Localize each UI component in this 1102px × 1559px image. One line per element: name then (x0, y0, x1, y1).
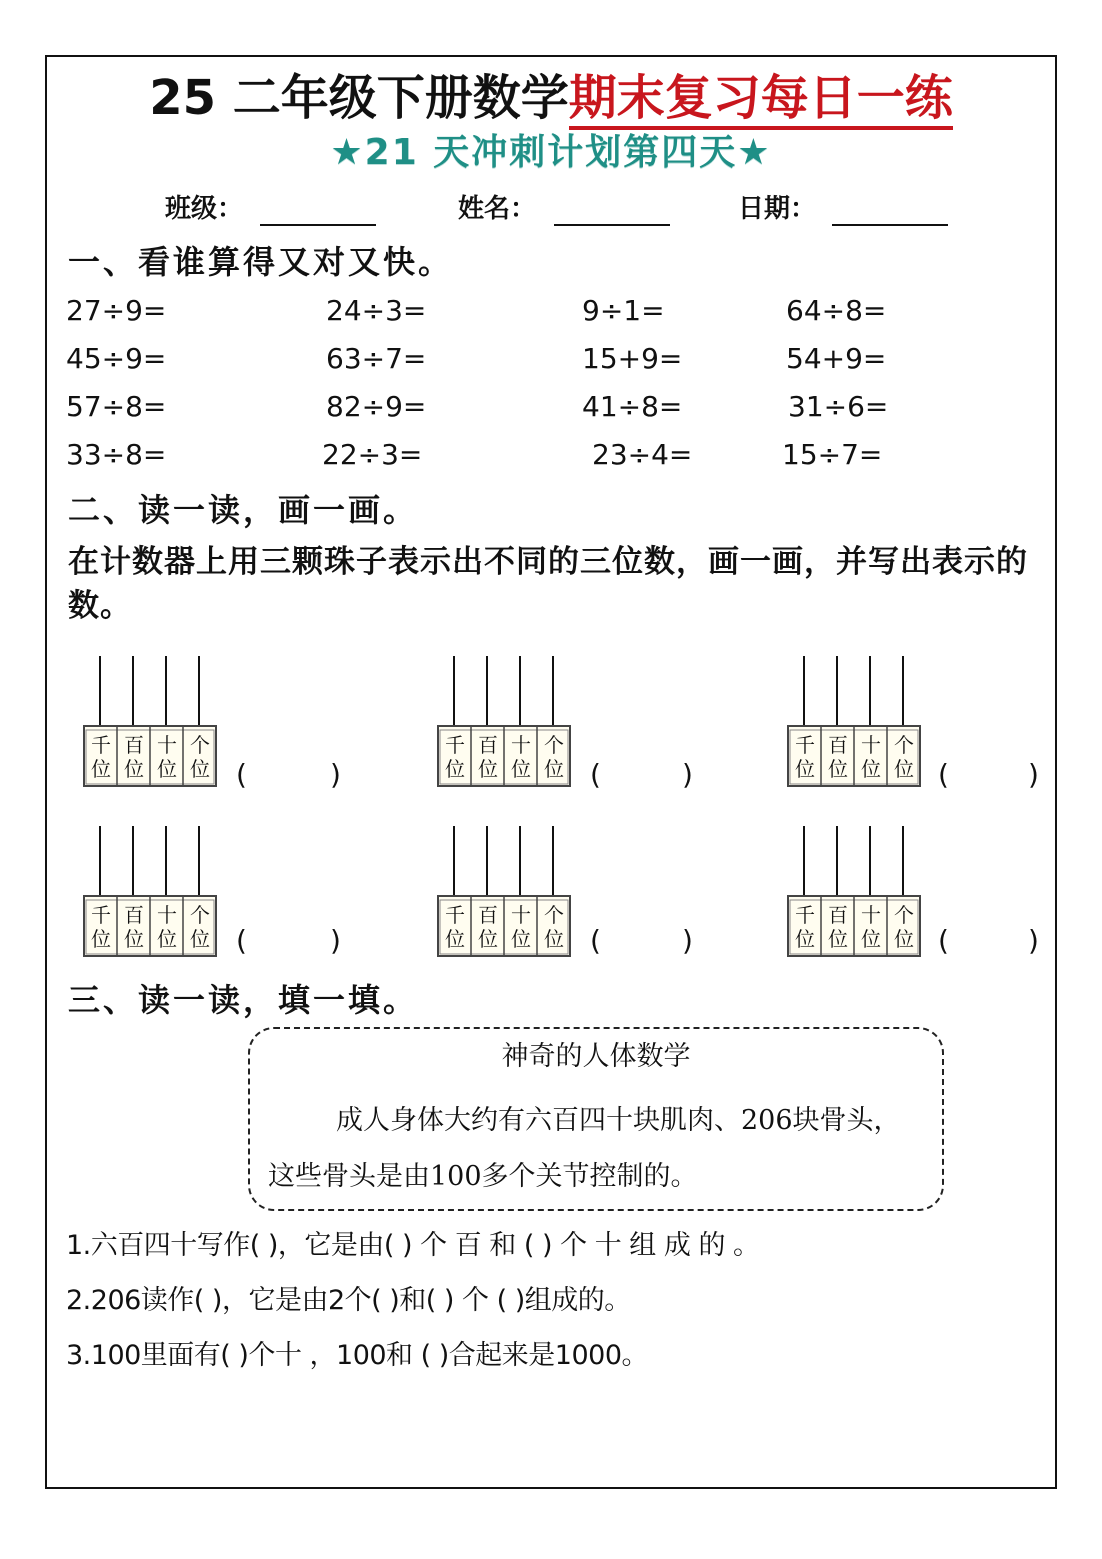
place-label: 位 (124, 927, 144, 951)
paren-close: ) (682, 758, 693, 791)
abacus[interactable] (786, 822, 996, 962)
calc-item: 15+9= (582, 342, 683, 375)
name-blank[interactable] (554, 224, 670, 226)
paren-close: ) (682, 924, 693, 957)
class-blank[interactable] (260, 224, 376, 226)
story-text: 成人身体大约有六百四十块肌肉、206块骨头，这些骨头是由100多个关节控制的。 (268, 1105, 901, 1192)
calc-item: 54+9= (786, 342, 887, 375)
section2-instruction: 在计数器上用三颗珠子表示出不同的三位数，画一画，并写出表示的数。 (68, 544, 1028, 624)
place-label: 千 (795, 733, 815, 757)
abacus[interactable] (436, 822, 646, 962)
calc-item: 63÷7= (326, 342, 427, 375)
place-label: 位 (795, 927, 815, 951)
paren-open: ( (590, 924, 601, 957)
question-3: 3.100里面有( )个十 ，100和 ( )合起来是1000。 (66, 1340, 649, 1371)
place-label: 位 (478, 757, 498, 781)
abacus[interactable] (82, 652, 292, 792)
place-label: 位 (861, 757, 881, 781)
paren-close: ) (1028, 758, 1039, 791)
paren-close: ) (330, 924, 341, 957)
story-title: 神奇的人体数学 (501, 1041, 691, 1072)
place-label: 千 (91, 903, 111, 927)
paren-open: ( (590, 758, 601, 791)
place-label: 十 (157, 903, 177, 927)
paren-close: ) (330, 758, 341, 791)
page-subtitle: ★21 天冲刺计划第四天★ (330, 132, 772, 173)
place-label: 位 (445, 757, 465, 781)
place-label: 位 (861, 927, 881, 951)
abacus[interactable] (786, 652, 996, 792)
place-label: 位 (124, 757, 144, 781)
place-label: 千 (445, 903, 465, 927)
class-label: 班级： (165, 194, 244, 224)
calc-item: 15÷7= (782, 438, 883, 471)
place-label: 位 (157, 927, 177, 951)
place-label: 个 (894, 903, 914, 927)
abacus[interactable] (436, 652, 646, 792)
place-label: 个 (894, 733, 914, 757)
paren-open: ( (236, 758, 247, 791)
place-label: 位 (190, 757, 210, 781)
calc-item: 27÷9= (66, 294, 167, 327)
question-1: 1.六百四十写作( )，它是由( ) 个 百 和 ( ) 个 十 组 成 的 。 (66, 1230, 760, 1261)
calc-item: 82÷9= (326, 390, 427, 423)
calc-item: 57÷8= (66, 390, 167, 423)
place-label: 位 (190, 927, 210, 951)
title-red: 期末复习每日一练 (569, 70, 953, 130)
place-label: 位 (511, 757, 531, 781)
section3-title: 三、读一读，填一填。 (68, 981, 419, 1019)
paren-open: ( (236, 924, 247, 957)
place-label: 位 (91, 757, 111, 781)
calc-item: 64÷8= (786, 294, 887, 327)
place-label: 位 (478, 927, 498, 951)
place-label: 十 (861, 903, 881, 927)
place-label: 位 (157, 757, 177, 781)
question-2: 2.206读作( )，它是由2个( )和( ) 个 ( )组成的。 (66, 1285, 631, 1316)
place-label: 十 (157, 733, 177, 757)
place-label: 百 (828, 903, 848, 927)
calc-item: 24÷3= (326, 294, 427, 327)
title-black: 25 二年级下册数学 (149, 70, 569, 126)
paren-open: ( (938, 758, 949, 791)
place-label: 十 (861, 733, 881, 757)
place-label: 十 (511, 903, 531, 927)
place-label: 位 (894, 757, 914, 781)
page-title (0, 68, 1102, 128)
paren-close: ) (1028, 924, 1039, 957)
place-label: 个 (190, 733, 210, 757)
calc-item: 31÷6= (788, 390, 889, 423)
place-label: 位 (544, 757, 564, 781)
calc-item: 33÷8= (66, 438, 167, 471)
place-label: 百 (478, 733, 498, 757)
place-label: 位 (544, 927, 564, 951)
place-label: 位 (894, 927, 914, 951)
date-label: 日期： (738, 194, 817, 224)
calc-item: 23÷4= (592, 438, 693, 471)
section1-title: 一、看谁算得又对又快。 (68, 243, 454, 281)
place-label: 百 (828, 733, 848, 757)
place-label: 十 (511, 733, 531, 757)
story-box (248, 1027, 944, 1211)
place-label: 千 (91, 733, 111, 757)
calc-item: 22÷3= (322, 438, 423, 471)
place-label: 位 (511, 927, 531, 951)
place-label: 位 (91, 927, 111, 951)
abacus[interactable] (82, 822, 292, 962)
place-label: 位 (795, 757, 815, 781)
place-label: 百 (478, 903, 498, 927)
place-label: 位 (828, 757, 848, 781)
section2-title: 二、读一读，画一画。 (68, 491, 419, 529)
place-label: 百 (124, 733, 144, 757)
place-label: 千 (795, 903, 815, 927)
place-label: 位 (445, 927, 465, 951)
calc-item: 45÷9= (66, 342, 167, 375)
place-label: 千 (445, 733, 465, 757)
place-label: 个 (190, 903, 210, 927)
place-label: 百 (124, 903, 144, 927)
date-blank[interactable] (832, 224, 948, 226)
place-label: 位 (828, 927, 848, 951)
place-label: 个 (544, 903, 564, 927)
calc-item: 9÷1= (582, 294, 665, 327)
place-label: 个 (544, 733, 564, 757)
name-label: 姓名： (458, 194, 537, 224)
calc-item: 41÷8= (582, 390, 683, 423)
paren-open: ( (938, 924, 949, 957)
